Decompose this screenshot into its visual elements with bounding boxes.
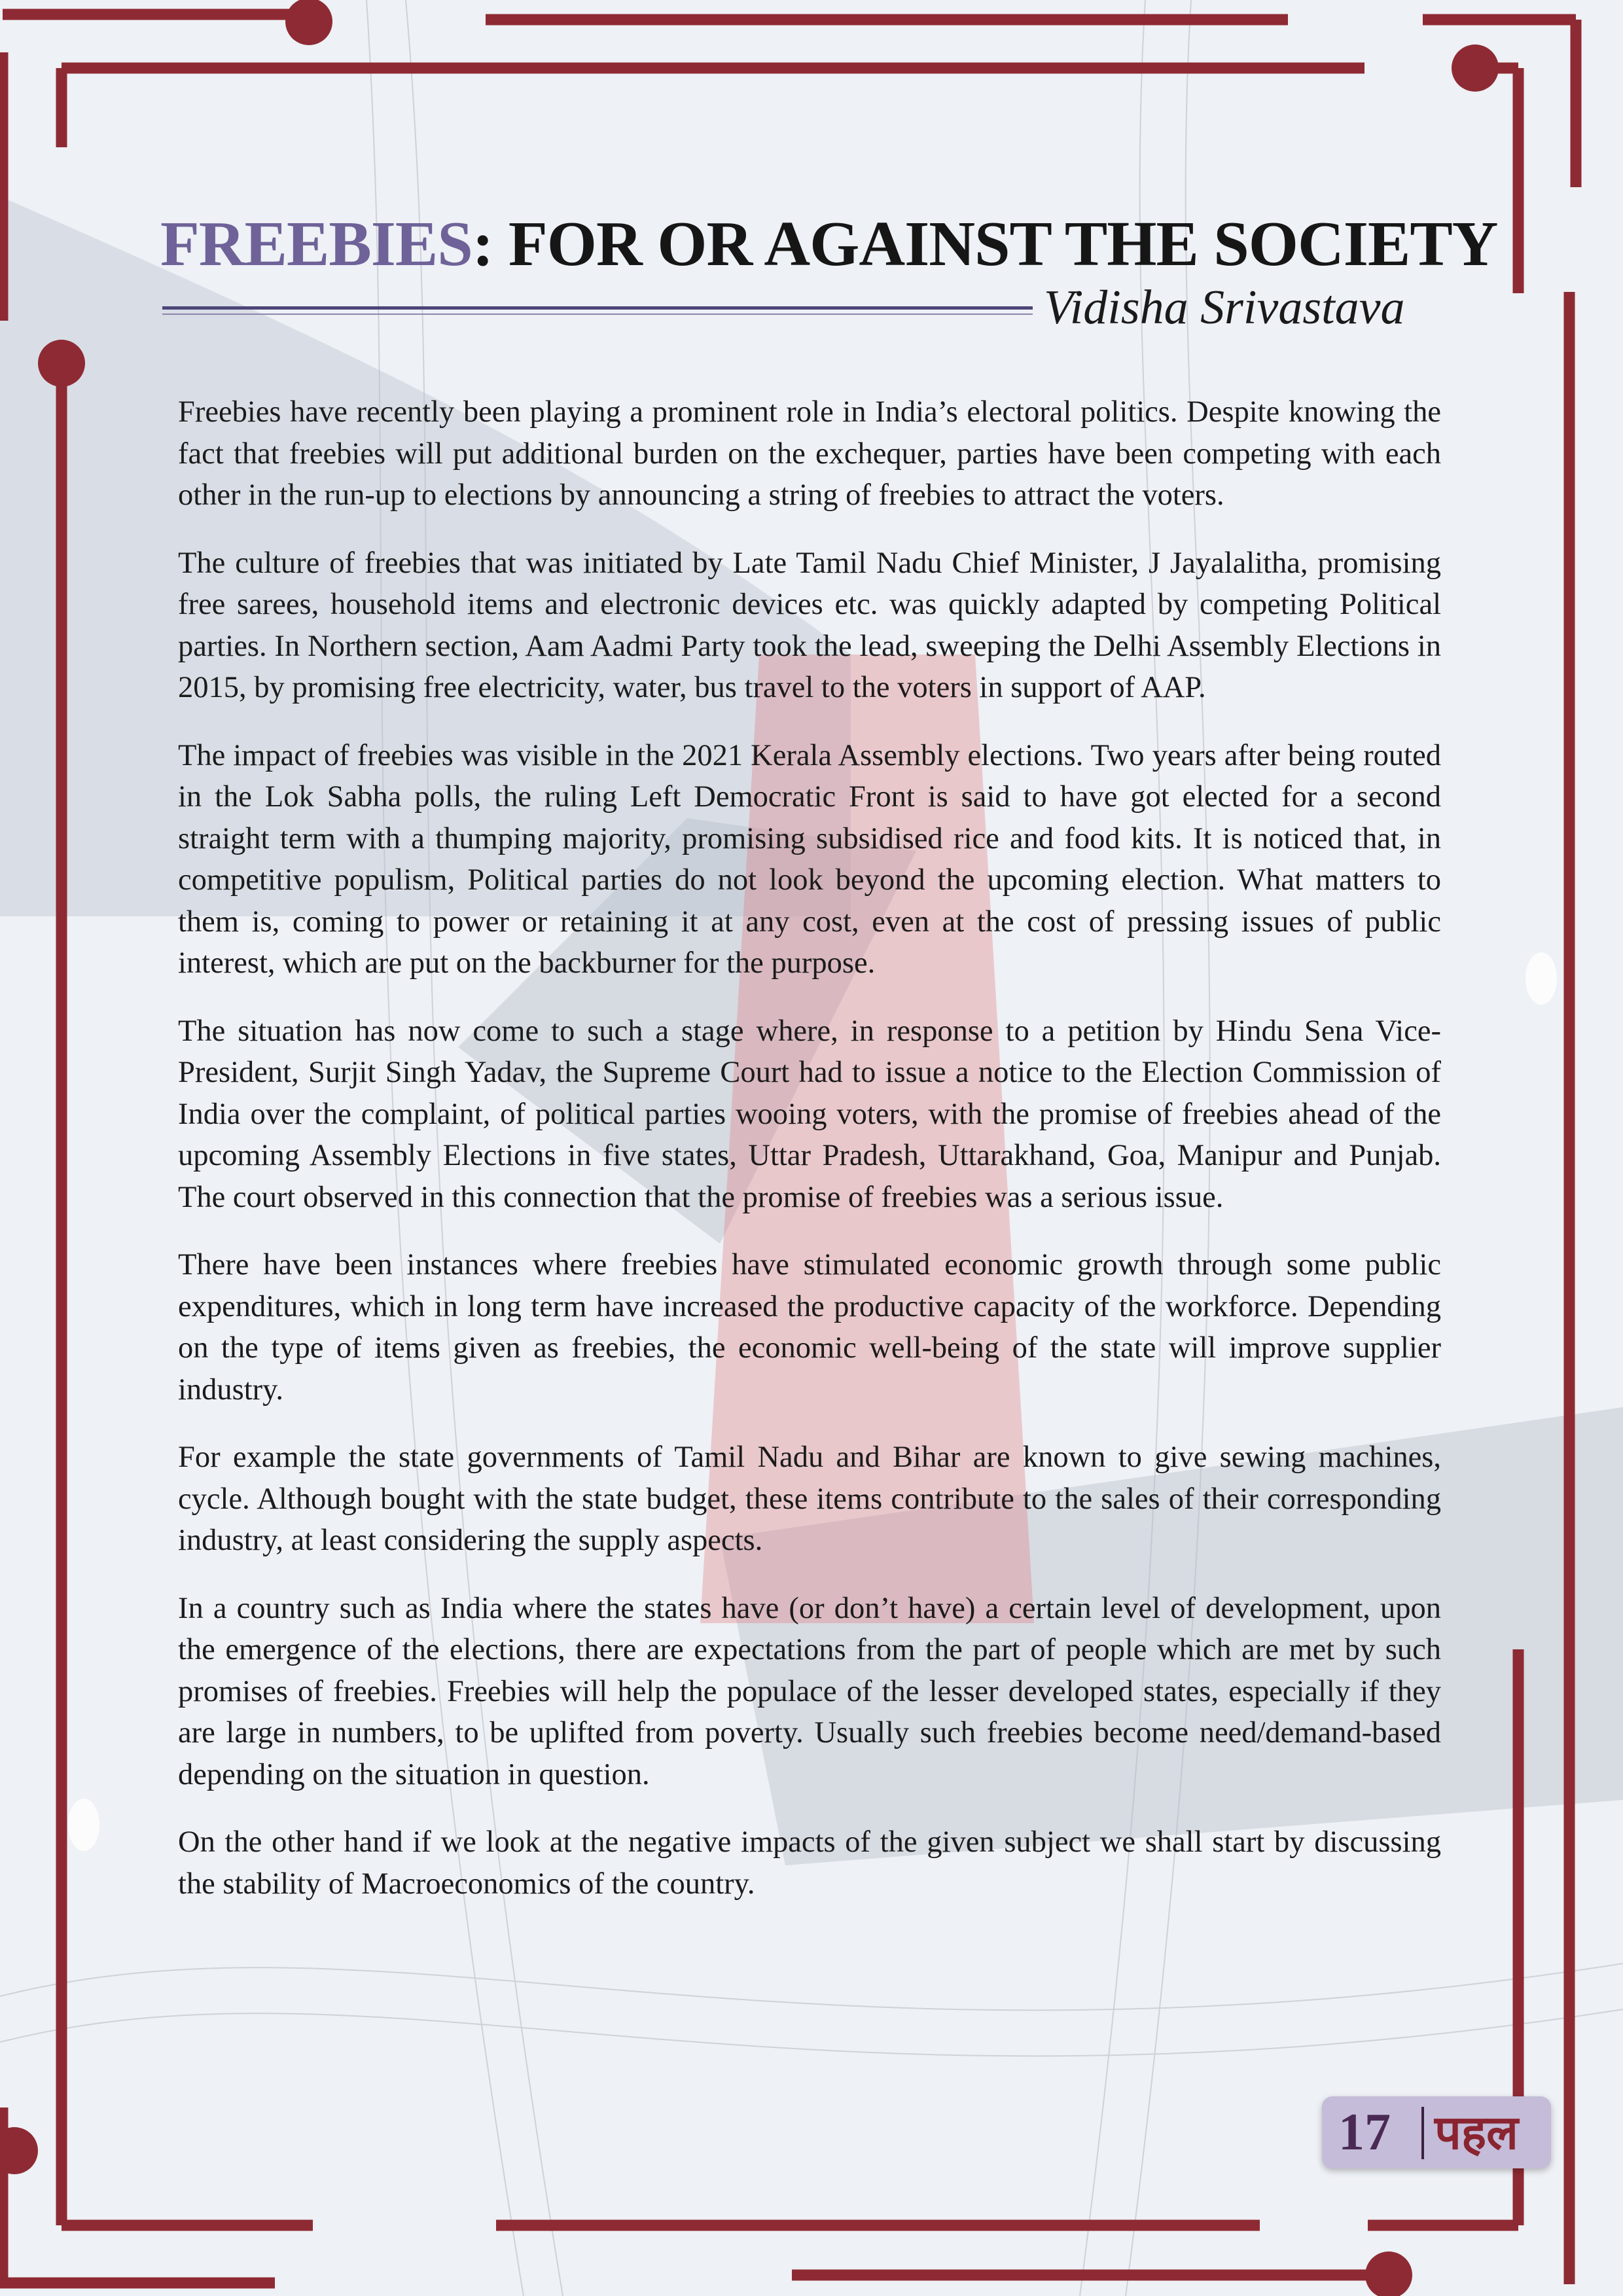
article-title bbox=[160, 208, 1498, 280]
paragraph: The impact of freebies was visible in the 2021 Kerala Assembly elections. Two years after being routed in the Lok Sabha polls, the ruling Left Democratic Front is said to have got elected for a second straight term with a thumping majority, promising subsidised rice and food kits. It is noticed that, in competitive populism, Political parties do not look beyond the upcoming election. What matters to them is, coming to power or retaining it at any cost, even at the cost of pressing issues of public interest, which are put on the backburner for the purpose. bbox=[178, 738, 1441, 980]
paragraph: Freebies have recently been playing a prominent role in India’s electoral politics. Despite knowing the fact that freebies will put additional burden on the exchequer, parties have been competing with each other in the run-up to elections by announcing a string of freebies to attract the voters. bbox=[178, 395, 1441, 512]
page-number: 17 bbox=[1338, 2104, 1391, 2161]
title-rest: : FOR OR AGAINST THE SOCIETY bbox=[472, 209, 1498, 279]
page-number-badge bbox=[1322, 2096, 1551, 2168]
magazine-name: पहल bbox=[1435, 2105, 1518, 2160]
badge-divider bbox=[1421, 2107, 1424, 2159]
paragraph: For example the state governments of Tamil Nadu and Bihar are known to give sewing machines, cycle. Although bought with the state budget, these items contribute to the sales of their corresponding industry, at least considering the supply aspects. bbox=[178, 1441, 1441, 1557]
paragraph: The situation has now come to such a stage where, in response to a petition by Hindu Sena Vice- President, Surjit Singh Yadav, the Supreme Court had to issue a notice to the Election Commission of India over the complaint, of political parties wooing voters, with the promise of freebies ahead of the upcoming Assembly Elections in five states, Uttar Pradesh, Uttarakhand, Goa, Manipur and Punjab. The court observed in this connection that the promise of freebies was a serious issue. bbox=[178, 1014, 1441, 1214]
paragraph: There have been instances where freebies have stimulated economic growth through some public expenditures, which in long term have increased the productive capacity of the workforce. Depending on the type of items given as freebies, the economic well-being of the state will improve supplier industry. bbox=[178, 1248, 1441, 1407]
title-accent: FREEBIES bbox=[160, 209, 473, 279]
paragraph: The culture of freebies that was initiated by Late Tamil Nadu Chief Minister, J Jayalalitha, promising free sarees, household items and electronic devices etc. was quickly adapted by competing Political parties. In Northern section, Aam Aadmi Party took the lead, sweeping the Delhi Assembly Elections in 2015, by promising free electricity, water, bus travel to the voters in support of AAP. bbox=[178, 546, 1441, 704]
article-body bbox=[178, 391, 1441, 1931]
author-name: Vidisha Srivastava bbox=[1044, 281, 1405, 334]
byline-rule bbox=[162, 306, 1033, 310]
paragraph: On the other hand if we look at the negative impacts of the given subject we shall start by discussing the stability of Macroeconomics of the country. bbox=[178, 1825, 1441, 1901]
paragraph: In a country such as India where the states have (or don’t have) a certain level of development, upon the emergence of the elections, there are expectations from the part of people which are met by such promises of freebies. Freebies will help the populace of the lesser developed states, especially if they are large in numbers, to be uplifted from poverty. Usually such freebies become need/demand-based depending on the situation in question. bbox=[178, 1591, 1441, 1791]
